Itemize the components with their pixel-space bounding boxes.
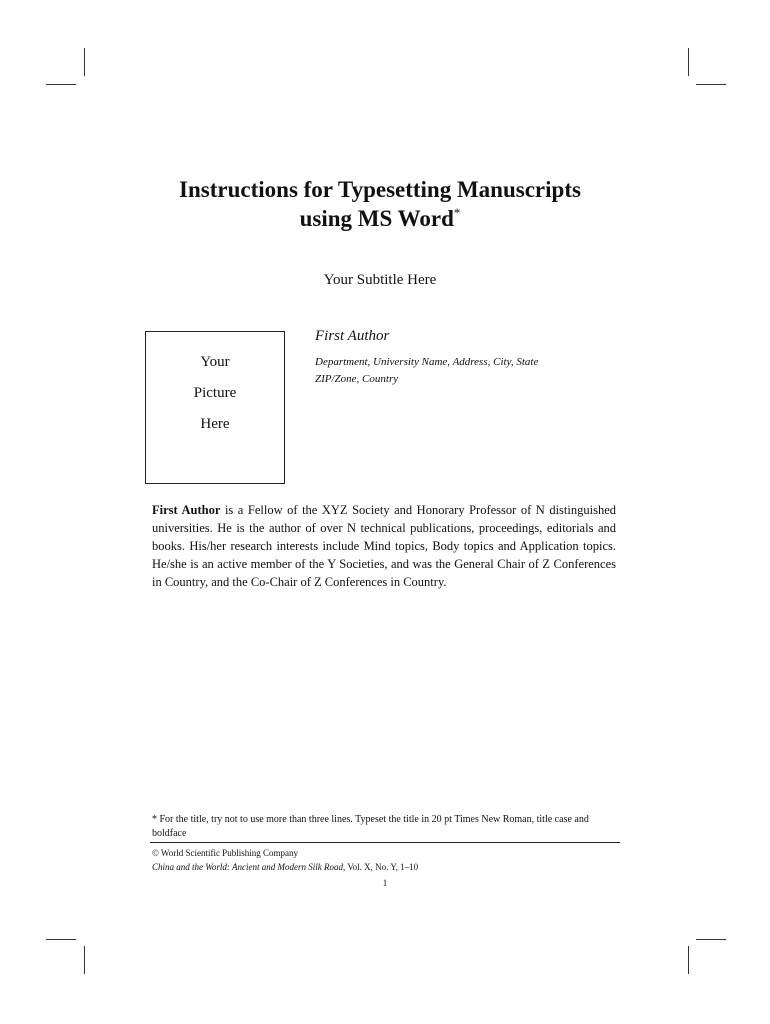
picture-placeholder-line-1: Your xyxy=(200,354,230,370)
crop-mark-top-left-vertical xyxy=(84,48,85,76)
author-affiliation xyxy=(315,354,615,388)
journal-citation: , Vol. X, No. Y, 1–10 xyxy=(342,862,419,872)
document-subtitle: Your Subtitle Here xyxy=(323,272,437,288)
author-biography xyxy=(152,501,616,591)
crop-mark-bottom-right-vertical xyxy=(688,946,689,974)
picture-placeholder-line-3: Here xyxy=(200,416,230,432)
bio-text: is a Fellow of the XYZ Society and Honorary Professor of N distinguished universities. He is the author of over N technical publications, proceedings, editorials and books. His/her research interests include Mind topics, Body topics and Application topics. He/she is an active member of the Y Societies, and was the General Chair of Z Conferences in Country, and the Co-Chair of Z Conferences in Country. xyxy=(152,503,617,589)
footer-divider xyxy=(150,842,620,843)
title-footnote: * For the title, try not to use more than three lines. Typeset the title in 20 pt Times New Roman, title case and boldface xyxy=(152,814,589,839)
publisher-line: © World Scientific Publishing Company xyxy=(152,848,298,858)
journal-name: China and the World: Ancient and Modern Silk Road xyxy=(152,862,343,872)
crop-mark-top-right-horizontal xyxy=(696,84,726,85)
bio-author-name: First Author xyxy=(152,503,221,517)
crop-mark-top-left-horizontal xyxy=(46,84,76,85)
title-footnote-marker[interactable]: * xyxy=(453,205,461,220)
crop-mark-bottom-right-horizontal xyxy=(696,939,726,940)
crop-mark-top-right-vertical xyxy=(688,48,689,76)
crop-mark-bottom-left-horizontal xyxy=(46,939,76,940)
title-line-2-text: using MS Word xyxy=(299,206,454,231)
author-picture-placeholder xyxy=(145,331,285,484)
title-line-2 xyxy=(100,204,660,233)
footer-info xyxy=(152,846,418,874)
author-name: First Author xyxy=(315,328,390,344)
picture-placeholder-line-2: Picture xyxy=(193,385,237,401)
affiliation-line-2: ZIP/Zone, Country xyxy=(315,373,399,385)
affiliation-line-1: Department, University Name, Address, City, State xyxy=(315,356,539,368)
title-line-1: Instructions for Typesetting Manuscripts xyxy=(179,177,581,202)
crop-mark-bottom-left-vertical xyxy=(84,946,85,974)
document-title xyxy=(100,175,660,233)
page-number: 1 xyxy=(382,878,388,888)
journal-line xyxy=(152,860,418,874)
